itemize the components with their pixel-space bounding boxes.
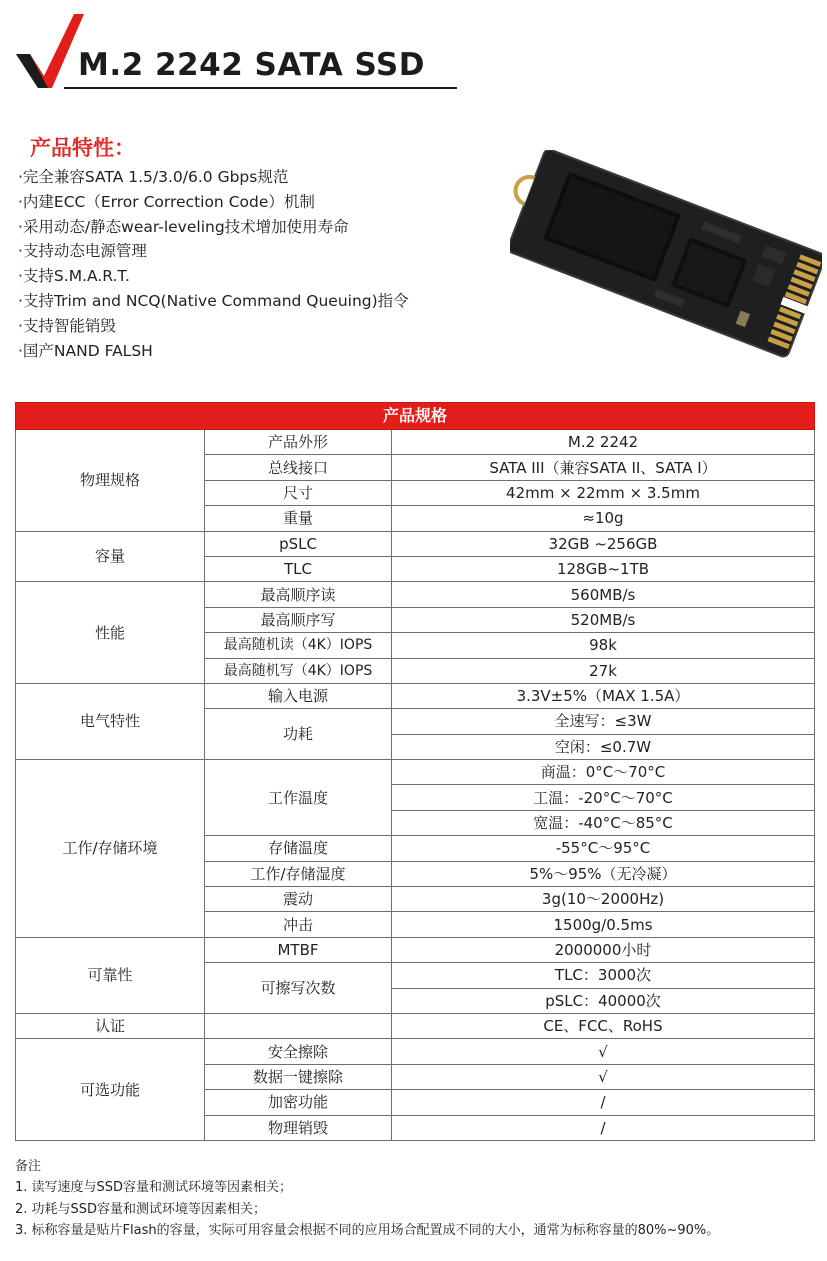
spec-value-cell: 560MB/s <box>392 582 815 607</box>
spec-item-cell: 存储温度 <box>205 836 392 861</box>
spec-value-cell: / <box>392 1115 815 1140</box>
spec-item-cell: 安全擦除 <box>205 1039 392 1064</box>
spec-row <box>16 760 815 785</box>
spec-value-cell: SATA III（兼容SATA II、SATA I） <box>392 455 815 480</box>
spec-value-cell: 宽温：-40°C～85°C <box>392 810 815 835</box>
spec-item-cell: 尺寸 <box>205 480 392 505</box>
spec-item-cell: TLC <box>205 556 392 581</box>
spec-value-cell: 520MB/s <box>392 607 815 632</box>
brand-logo-icon <box>14 12 84 90</box>
spec-item-cell: MTBF <box>205 937 392 962</box>
spec-item-cell: 震动 <box>205 887 392 912</box>
spec-row <box>16 430 815 455</box>
notes-heading: 备注 <box>15 1159 42 1174</box>
spec-value-cell: -55°C～95°C <box>392 836 815 861</box>
note-item: 2. 功耗与SSD容量和测试环境等因素相关； <box>15 1201 267 1217</box>
spec-item-cell: 重量 <box>205 506 392 531</box>
spec-row <box>16 683 815 708</box>
spec-category-cell: 电气特性 <box>16 683 205 759</box>
feature-item: ·支持Trim and NCQ(Native Command Queuing)指令 <box>18 291 409 310</box>
spec-item-cell: 最高随机写（4K）IOPS <box>205 658 392 683</box>
spec-value-cell: CE、FCC、RoHS <box>392 1013 815 1038</box>
note-item: 1. 读写速度与SSD容量和测试环境等因素相关； <box>15 1180 293 1196</box>
spec-table-body <box>16 430 815 1141</box>
feature-item: ·完全兼容SATA 1.5/3.0/6.0 Gbps规范 <box>18 168 289 186</box>
spec-value-cell: 空闲：≤0.7W <box>392 734 815 759</box>
spec-item-cell: 最高顺序写 <box>205 607 392 632</box>
feature-item: ·支持动态电源管理 <box>18 242 147 261</box>
spec-category-cell: 工作/存储环境 <box>16 760 205 938</box>
spec-item-cell: 最高随机读（4K）IOPS <box>205 633 392 658</box>
spec-item-cell <box>205 1013 392 1038</box>
spec-value-cell: / <box>392 1090 815 1115</box>
spec-value-cell: 32GB ~256GB <box>392 531 815 556</box>
spec-value-cell: 42mm × 22mm × 3.5mm <box>392 480 815 505</box>
spec-value-cell: √ <box>392 1039 815 1064</box>
spec-value-cell: 3.3V±5%（MAX 1.5A） <box>392 683 815 708</box>
spec-value-cell: TLC：3000次 <box>392 963 815 988</box>
spec-row <box>16 531 815 556</box>
spec-value-cell: 1500g/0.5ms <box>392 912 815 937</box>
spec-category-cell: 物理规格 <box>16 430 205 532</box>
spec-item-cell: 冲击 <box>205 912 392 937</box>
spec-item-cell: 产品外形 <box>205 430 392 455</box>
spec-item-cell: 物理销毁 <box>205 1115 392 1140</box>
spec-table-heading: 产品规格 <box>16 403 815 430</box>
spec-value-cell: 2000000小时 <box>392 937 815 962</box>
note-item: 3. 标称容量是贴片Flash的容量，实际可用容量会根据不同的应用场合配置成不同的大小，通常为标称容量的80%~90%。 <box>15 1223 720 1239</box>
spec-item-cell: pSLC <box>205 531 392 556</box>
feature-item: ·采用动态/静态wear-leveling技术增加使用寿命 <box>18 217 349 236</box>
spec-value-cell: 128GB~1TB <box>392 556 815 581</box>
title-underline <box>64 87 457 89</box>
spec-row <box>16 1013 815 1038</box>
spec-category-cell: 可靠性 <box>16 937 205 1013</box>
spec-value-cell: M.2 2242 <box>392 430 815 455</box>
spec-item-cell: 数据一键擦除 <box>205 1064 392 1089</box>
ssd-product-image <box>510 150 822 358</box>
spec-item-cell: 工作/存储湿度 <box>205 861 392 886</box>
page-title: M.2 2242 SATA SSD <box>78 47 425 83</box>
notes-section <box>15 1156 820 1242</box>
spec-category-cell: 可选功能 <box>16 1039 205 1141</box>
spec-value-cell: 工温：-20°C～70°C <box>392 785 815 810</box>
spec-item-cell: 总线接口 <box>205 455 392 480</box>
spec-value-cell: 5%～95%（无冷凝） <box>392 861 815 886</box>
spec-value-cell: 商温：0°C～70°C <box>392 760 815 785</box>
spec-value-cell: √ <box>392 1064 815 1089</box>
feature-item: ·支持S.M.A.R.T. <box>18 267 130 286</box>
spec-item-cell: 工作温度 <box>205 760 392 836</box>
spec-value-cell: 3g(10～2000Hz) <box>392 887 815 912</box>
spec-row <box>16 937 815 962</box>
spec-item-cell: 可擦写次数 <box>205 963 392 1014</box>
spec-item-cell: 加密功能 <box>205 1090 392 1115</box>
spec-value-cell: 全速写：≤3W <box>392 709 815 734</box>
spec-row <box>16 1039 815 1064</box>
spec-row <box>16 582 815 607</box>
spec-item-cell: 输入电源 <box>205 683 392 708</box>
spec-value-cell: 98k <box>392 633 815 658</box>
spec-value-cell: 27k <box>392 658 815 683</box>
spec-item-cell: 最高顺序读 <box>205 582 392 607</box>
feature-item: ·支持智能销毁 <box>18 316 116 335</box>
features-heading: 产品特性： <box>30 136 135 160</box>
features-list <box>18 165 409 363</box>
spec-category-cell: 容量 <box>16 531 205 582</box>
spec-value-cell: pSLC：40000次 <box>392 988 815 1013</box>
spec-category-cell: 性能 <box>16 582 205 684</box>
spec-table <box>15 402 815 1141</box>
feature-item: ·内建ECC（Error Correction Code）机制 <box>18 192 315 211</box>
spec-category-cell: 认证 <box>16 1013 205 1038</box>
spec-value-cell: ≈10g <box>392 506 815 531</box>
spec-item-cell: 功耗 <box>205 709 392 760</box>
feature-item: ·国产NAND FALSH <box>18 341 153 360</box>
